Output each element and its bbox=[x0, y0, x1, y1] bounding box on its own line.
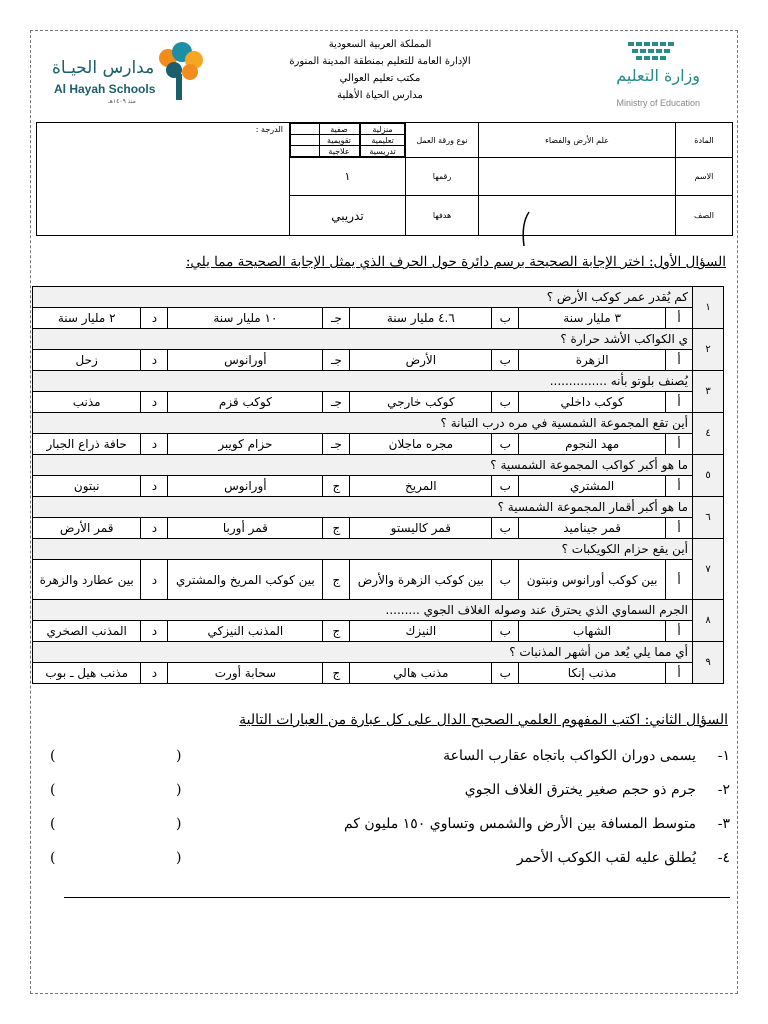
question-number: ٦ bbox=[693, 497, 724, 539]
ministry-emblem-icon bbox=[628, 40, 680, 62]
ministry-logo bbox=[570, 38, 700, 108]
q2-item-text: يُطلق عليه لقب الكوكب الأحمر bbox=[516, 850, 696, 866]
option-text: قمر أوربا bbox=[168, 518, 323, 539]
option-text: سحابة أورت bbox=[168, 663, 323, 684]
worksheet-type-label: نوع ورقة العمل bbox=[406, 123, 479, 158]
option-text: كوكب خارجي bbox=[350, 392, 492, 413]
type-5: تدريسية bbox=[361, 146, 405, 157]
grade-label: الدرجة : bbox=[255, 125, 283, 134]
option-text: بين عطارد والزهرة bbox=[33, 560, 141, 600]
option-text: نبتون bbox=[33, 476, 141, 497]
option-text: بين كوكب المريخ والمشتري bbox=[168, 560, 323, 600]
option-letter[interactable]: جـ bbox=[323, 308, 350, 329]
options-row bbox=[33, 434, 724, 455]
option-letter[interactable]: أ bbox=[666, 434, 693, 455]
q2-item-number: ١- bbox=[717, 748, 730, 764]
answer-paren-open[interactable]: ( bbox=[176, 782, 182, 798]
options-row bbox=[33, 621, 724, 642]
option-text: مذنب هيل ـ بوب bbox=[33, 663, 141, 684]
answer-paren-close[interactable]: ) bbox=[50, 782, 56, 798]
option-letter[interactable]: ج bbox=[323, 518, 350, 539]
option-letter[interactable]: د bbox=[141, 434, 168, 455]
option-letter[interactable]: ج bbox=[323, 663, 350, 684]
answer-paren-close[interactable]: ) bbox=[50, 748, 56, 764]
options-row bbox=[33, 476, 724, 497]
option-letter[interactable]: ب bbox=[492, 621, 519, 642]
option-letter[interactable]: أ bbox=[666, 476, 693, 497]
bottom-rule bbox=[64, 897, 730, 898]
subject-label: المادة bbox=[676, 123, 733, 158]
option-text: المذنب الصخري bbox=[33, 621, 141, 642]
option-text: حافة ذراع الجبار bbox=[33, 434, 141, 455]
options-row bbox=[33, 518, 724, 539]
goal-value: تدريبي bbox=[290, 196, 406, 236]
option-text: مجره ماجلان bbox=[350, 434, 492, 455]
options-row bbox=[33, 663, 724, 684]
question-row bbox=[33, 600, 724, 621]
question-row bbox=[33, 642, 724, 663]
option-text: ٤.٦ مليار سنة bbox=[350, 308, 492, 329]
options-row bbox=[33, 392, 724, 413]
answer-paren-open[interactable]: ( bbox=[176, 850, 182, 866]
q2-item bbox=[40, 748, 730, 782]
question-number: ٤ bbox=[693, 413, 724, 455]
option-letter[interactable]: جـ bbox=[323, 392, 350, 413]
option-text: أورانوس bbox=[168, 476, 323, 497]
subject-value: علم الأرض والفضاء bbox=[479, 123, 676, 158]
option-text: مذنب إنكا bbox=[519, 663, 666, 684]
answer-paren-close[interactable]: ) bbox=[50, 850, 56, 866]
option-text: كوكب داخلي bbox=[519, 392, 666, 413]
option-text: أورانوس bbox=[168, 350, 323, 371]
option-letter[interactable]: د bbox=[141, 350, 168, 371]
option-text: الأرض bbox=[350, 350, 492, 371]
option-letter[interactable]: ب bbox=[492, 518, 519, 539]
option-letter[interactable]: ب bbox=[492, 663, 519, 684]
option-text: كوكب قزم bbox=[168, 392, 323, 413]
option-letter[interactable]: أ bbox=[666, 350, 693, 371]
grade-cell bbox=[37, 123, 290, 236]
option-text: بين كوكب الزهرة والأرض bbox=[350, 560, 492, 600]
option-text: حزام كويبر bbox=[168, 434, 323, 455]
question-text: ما هو أكبر كواكب المجموعة الشمسية ؟ bbox=[33, 455, 693, 476]
question-number: ٨ bbox=[693, 600, 724, 642]
pen-mark bbox=[515, 210, 535, 250]
option-letter[interactable]: د bbox=[141, 621, 168, 642]
q2-item-number: ٢- bbox=[717, 782, 730, 798]
option-text: النيزك bbox=[350, 621, 492, 642]
q2-item bbox=[40, 782, 730, 816]
tree-icon bbox=[154, 40, 206, 102]
type-2: تعليمية bbox=[361, 135, 405, 146]
question-row bbox=[33, 329, 724, 350]
option-text: قمر جيناميد bbox=[519, 518, 666, 539]
q1-title: السؤال الأول: اختر الإجابة الصحيحة برسم دائرة حول الحرف الذي يمثل الإجابة الصحيحة مما يلي: bbox=[185, 254, 726, 270]
q2-item bbox=[40, 816, 730, 850]
option-letter[interactable]: ب bbox=[492, 560, 519, 600]
question-text: يُصنف بلوتو بأنه ............... bbox=[33, 371, 693, 392]
question-number: ١ bbox=[693, 287, 724, 329]
option-letter[interactable]: د bbox=[141, 476, 168, 497]
q2-item-number: ٤- bbox=[717, 850, 730, 866]
header-text bbox=[280, 36, 480, 104]
class-label: الصف bbox=[676, 196, 733, 236]
option-letter[interactable]: ج bbox=[323, 476, 350, 497]
question-row bbox=[33, 539, 724, 560]
school-logo-arabic: مدارس الحيـاة bbox=[52, 58, 155, 78]
option-letter[interactable]: أ bbox=[666, 621, 693, 642]
header-line-2: الإدارة العامة للتعليم بمنطقة المدينة المنورة bbox=[289, 56, 471, 67]
q2-item-text: متوسط المسافة بين الأرض والشمس وتساوي ١٥٠ مليون كم bbox=[343, 816, 696, 832]
option-text: ١٠ مليار سنة bbox=[168, 308, 323, 329]
answer-paren-open[interactable]: ( bbox=[176, 748, 182, 764]
option-letter[interactable]: أ bbox=[666, 392, 693, 413]
option-text: مذنب هالي bbox=[350, 663, 492, 684]
question-row bbox=[33, 455, 724, 476]
q1-table bbox=[32, 286, 724, 684]
type-6: علاجية bbox=[319, 146, 359, 157]
option-letter[interactable]: د bbox=[141, 518, 168, 539]
option-letter[interactable]: أ bbox=[666, 308, 693, 329]
option-letter[interactable]: د bbox=[141, 663, 168, 684]
option-text: الزهرة bbox=[519, 350, 666, 371]
q2-list bbox=[40, 748, 730, 884]
header-line-4: مدارس الحياة الأهلية bbox=[337, 90, 423, 101]
question-number: ٧ bbox=[693, 539, 724, 600]
question-text: ما هو أكبر أقمار المجموعة الشمسية ؟ bbox=[33, 497, 693, 518]
option-letter[interactable]: د bbox=[141, 560, 168, 600]
option-letter[interactable]: ب bbox=[492, 392, 519, 413]
option-letter[interactable]: ج bbox=[323, 560, 350, 600]
type-1: منزلية bbox=[361, 124, 405, 135]
option-letter[interactable]: ب bbox=[492, 476, 519, 497]
type-4: تقويمية bbox=[319, 135, 359, 146]
types-cell bbox=[290, 123, 406, 158]
school-logo-english: Al Hayah Schools bbox=[54, 82, 156, 96]
option-text: مذنب bbox=[33, 392, 141, 413]
name-label: الاسم bbox=[676, 158, 733, 196]
options-row bbox=[33, 308, 724, 329]
question-row bbox=[33, 371, 724, 392]
q2-item-text: يسمى دوران الكواكب باتجاه عقارب الساعة bbox=[443, 748, 696, 764]
option-letter[interactable]: جـ bbox=[323, 350, 350, 371]
number-value: ١ bbox=[290, 158, 406, 196]
school-logo-est: منذ ١٤٠٩هـ bbox=[108, 98, 136, 105]
question-text: أي مما يلي يُعد من أشهر المذنبات ؟ bbox=[33, 642, 693, 663]
question-text: أين تقع المجموعة الشمسية في مره درب التبانة ؟ bbox=[33, 413, 693, 434]
option-letter[interactable]: ب bbox=[492, 308, 519, 329]
option-letter[interactable]: ب bbox=[492, 434, 519, 455]
class-field[interactable] bbox=[479, 196, 676, 236]
question-row bbox=[33, 287, 724, 308]
option-letter[interactable]: د bbox=[141, 392, 168, 413]
q2-item-text: جرم ذو حجم صغير يخترق الغلاف الجوي bbox=[464, 782, 696, 798]
header-line-3: مكتب تعليم العوالي bbox=[339, 73, 421, 84]
name-field[interactable] bbox=[479, 158, 676, 196]
ministry-logo-english: Ministry of Education bbox=[616, 98, 700, 108]
q2-item-number: ٣- bbox=[717, 816, 730, 832]
q2-item bbox=[40, 850, 730, 884]
answer-paren-close[interactable]: ) bbox=[50, 816, 56, 832]
school-logo bbox=[52, 40, 202, 110]
question-number: ٥ bbox=[693, 455, 724, 497]
q2-title: السؤال الثاني: اكتب المفهوم العلمي الصحيح الدال على كل عبارة من العبارات التالية bbox=[239, 712, 728, 728]
goal-label: هدفها bbox=[406, 196, 479, 236]
option-text: بين كوكب أورانوس ونبتون bbox=[519, 560, 666, 600]
question-row bbox=[33, 497, 724, 518]
type-3: صفية bbox=[319, 124, 359, 135]
option-letter[interactable]: ج bbox=[323, 621, 350, 642]
info-table bbox=[36, 122, 733, 236]
header-line-1: المملكة العربية السعودية bbox=[328, 39, 432, 50]
option-text: زحل bbox=[33, 350, 141, 371]
question-number: ٣ bbox=[693, 371, 724, 413]
option-text: قمر الأرض bbox=[33, 518, 141, 539]
answer-paren-open[interactable]: ( bbox=[176, 816, 182, 832]
option-letter[interactable]: ب bbox=[492, 350, 519, 371]
option-text: ٢ مليار سنة bbox=[33, 308, 141, 329]
option-text: المريخ bbox=[350, 476, 492, 497]
option-letter[interactable]: أ bbox=[666, 560, 693, 600]
option-letter[interactable]: أ bbox=[666, 518, 693, 539]
option-text: مهد النجوم bbox=[519, 434, 666, 455]
option-text: قمر كاليستو bbox=[350, 518, 492, 539]
question-number: ٢ bbox=[693, 329, 724, 371]
ministry-logo-arabic: وزارة التعليم bbox=[616, 66, 700, 85]
number-label: رقمها bbox=[406, 158, 479, 196]
question-text: أين يقع حزام الكويكبات ؟ bbox=[33, 539, 693, 560]
question-text: ي الكواكب الأشد حرارة ؟ bbox=[33, 329, 693, 350]
option-letter[interactable]: د bbox=[141, 308, 168, 329]
option-text: الشهاب bbox=[519, 621, 666, 642]
question-text: الجرم السماوي الذي يحترق عند وصوله الغلاف الجوي ......... bbox=[33, 600, 693, 621]
option-letter[interactable]: أ bbox=[666, 663, 693, 684]
question-row bbox=[33, 413, 724, 434]
option-letter[interactable]: جـ bbox=[323, 434, 350, 455]
option-text: المشتري bbox=[519, 476, 666, 497]
question-text: كم يُقدر عمر كوكب الأرض ؟ bbox=[33, 287, 693, 308]
options-row bbox=[33, 350, 724, 371]
option-text: المذنب النيزكي bbox=[168, 621, 323, 642]
options-row bbox=[33, 560, 724, 600]
question-number: ٩ bbox=[693, 642, 724, 684]
option-text: ٣ مليار سنة bbox=[519, 308, 666, 329]
